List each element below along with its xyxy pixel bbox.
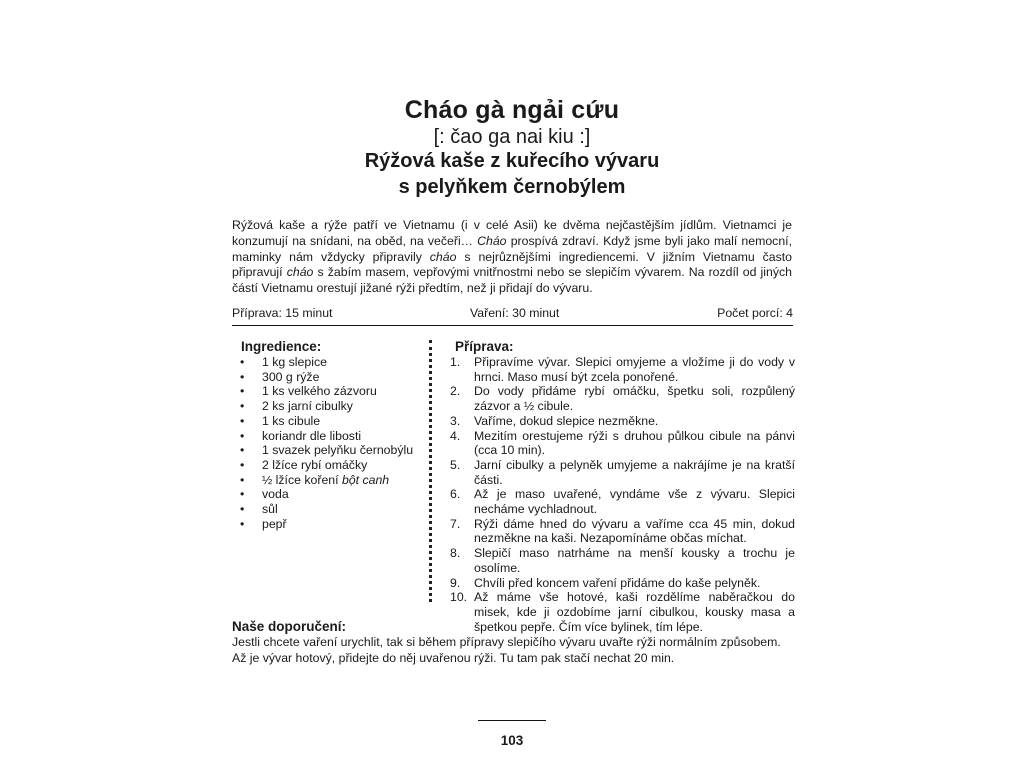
page-number: 103 [500, 733, 524, 748]
ingredient-item: • 300 g rýže [232, 370, 422, 385]
intro-text-3: s nejrůznějšími ingrediencemi. V jižním Vietnamu často připravují [232, 249, 792, 280]
step-text: Jarní cibulky a pelyněk umyjeme a nakrájíme je na kratší části. [474, 457, 795, 487]
step-text: Vaříme, dokud slepice nezměkne. [474, 413, 659, 428]
step-item [450, 384, 795, 413]
pronunciation: [: čao ga nai kiu :] [433, 126, 591, 148]
recipe-title: Cháo gà ngải cứu [404, 96, 620, 124]
step-item [450, 517, 795, 546]
ingredient-item: • sůl [232, 502, 422, 517]
step-number: 7. [450, 516, 461, 531]
step-number: 2. [450, 384, 461, 399]
intro-cháo-2: cháo [429, 249, 457, 264]
intro-paragraph [232, 218, 792, 297]
ingredient-item: • 2 lžíce rybí omáčky [232, 458, 422, 473]
ingredient-item: • 1 kg slepice [232, 355, 422, 370]
ingredient-item: • 2 ks jarní cibulky [232, 399, 422, 414]
step-number: 4. [450, 428, 461, 443]
ingredient-text: ½ lžíce koření [262, 472, 342, 487]
prep-time: Příprava: 15 minut [232, 306, 333, 320]
intro-text-2: prospívá zdraví. Když jsme byli jako malí nemocní, maminky nám vždycky připravily [232, 233, 792, 264]
step-item [450, 576, 795, 591]
step-item [450, 546, 795, 575]
step-number: 8. [450, 546, 461, 561]
intro-cháo-1: Cháo [477, 233, 507, 248]
recommendation-text: Jestli chcete vaření urychlit, tak si během přípravy slepičího vývaru uvařte rýži normálním způsobem. Až je vývar hotový, přidejte do něj uvařenou rýži. Tu tam pak stačí nechat 20 min. [232, 635, 781, 665]
recommendation-section [232, 618, 795, 666]
footer-rule [478, 720, 546, 721]
step-item [450, 429, 795, 458]
ingredients-list [232, 355, 422, 531]
intro-cháo-3: cháo [286, 265, 314, 280]
preparation-section [450, 338, 795, 634]
step-text: Do vody přidáme rybí omáčku, špetku soli, rozpůlený zázvor a ½ cibule. [474, 384, 795, 414]
step-number: 6. [450, 487, 461, 502]
step-number: 5. [450, 457, 461, 472]
step-text: Až máme vše hotové, kaši rozdělíme naběračkou do misek, kde ji ozdobíme jarní cibulkou, kousky masa a špetkou pepře. Čím více bylinek, tím lépe. [474, 590, 795, 634]
step-item [450, 355, 795, 384]
servings: Počet porcí: 4 [717, 306, 793, 320]
step-item [450, 487, 795, 516]
cook-time: Vaření: 30 minut [470, 306, 560, 320]
dotted-column-divider [429, 340, 432, 602]
meta-divider-line [232, 325, 793, 326]
ingredient-item: • 1 svazek pelyňku černobýlu [232, 443, 422, 458]
step-text: Chvíli před koncem vaření přidáme do kaše pelyněk. [474, 575, 761, 590]
ingredient-italic: bột canh [341, 472, 390, 487]
ingredient-item: • koriandr dle libosti [232, 429, 422, 444]
step-text: Připravíme vývar. Slepici omyjeme a vložíme ji do vody v hrnci. Maso musí být zcela ponořené. [474, 355, 795, 384]
ingredient-item: • pepř [232, 517, 422, 532]
preparation-heading: Příprava: [455, 339, 514, 354]
ingredient-item [232, 473, 422, 488]
intro-text-1: Rýžová kaše a rýže patří ve Vietnamu (i v celé Asii) ke dvěma nejčastějším jídlům. Vietnamci je konzumují na snídani, na oběd, na večeři… [232, 218, 792, 248]
step-number: 9. [450, 575, 461, 590]
preparation-steps [450, 355, 795, 634]
ingredients-heading: Ingredience: [241, 339, 322, 354]
step-number: 1. [450, 355, 461, 369]
ingredient-item: • voda [232, 487, 422, 502]
step-item [450, 414, 795, 429]
ingredients-section [232, 338, 422, 531]
ingredient-item: • 1 ks cibule [232, 414, 422, 429]
step-item [450, 458, 795, 487]
ingredient-item: • 1 ks velkého zázvoru [232, 384, 422, 399]
step-number: 10. [450, 590, 468, 605]
step-text: Rýži dáme hned do vývaru a vaříme cca 45 min, dokud nezměkne na kaši. Nezapomínáme občas míchat. [474, 516, 795, 546]
subtitle-line-1: Rýžová kaše z kuřecího vývaru [364, 150, 660, 172]
subtitle-line-2: s pelyňkem černobýlem [398, 176, 626, 198]
step-text: Slepičí maso natrháme na menší kousky a trochu je osolíme. [474, 546, 795, 575]
step-number: 3. [450, 413, 461, 428]
recommendation-heading: Naše doporučení: [232, 619, 347, 634]
intro-text-4: s žabím masem, vepřovými vnitřnostmi nebo se slepičím vývarem. Na rozdíl od jiných částí Vietnamu orestují jižané rýži předtím, než ji přidají do vývaru. [232, 265, 792, 296]
step-text: Až je maso uvařené, vyndáme vše z vývaru. Slepici necháme vychladnout. [474, 487, 795, 517]
step-text: Mezitím orestujeme rýži s druhou půlkou cibule na pánvi (cca 10 min). [474, 428, 795, 458]
